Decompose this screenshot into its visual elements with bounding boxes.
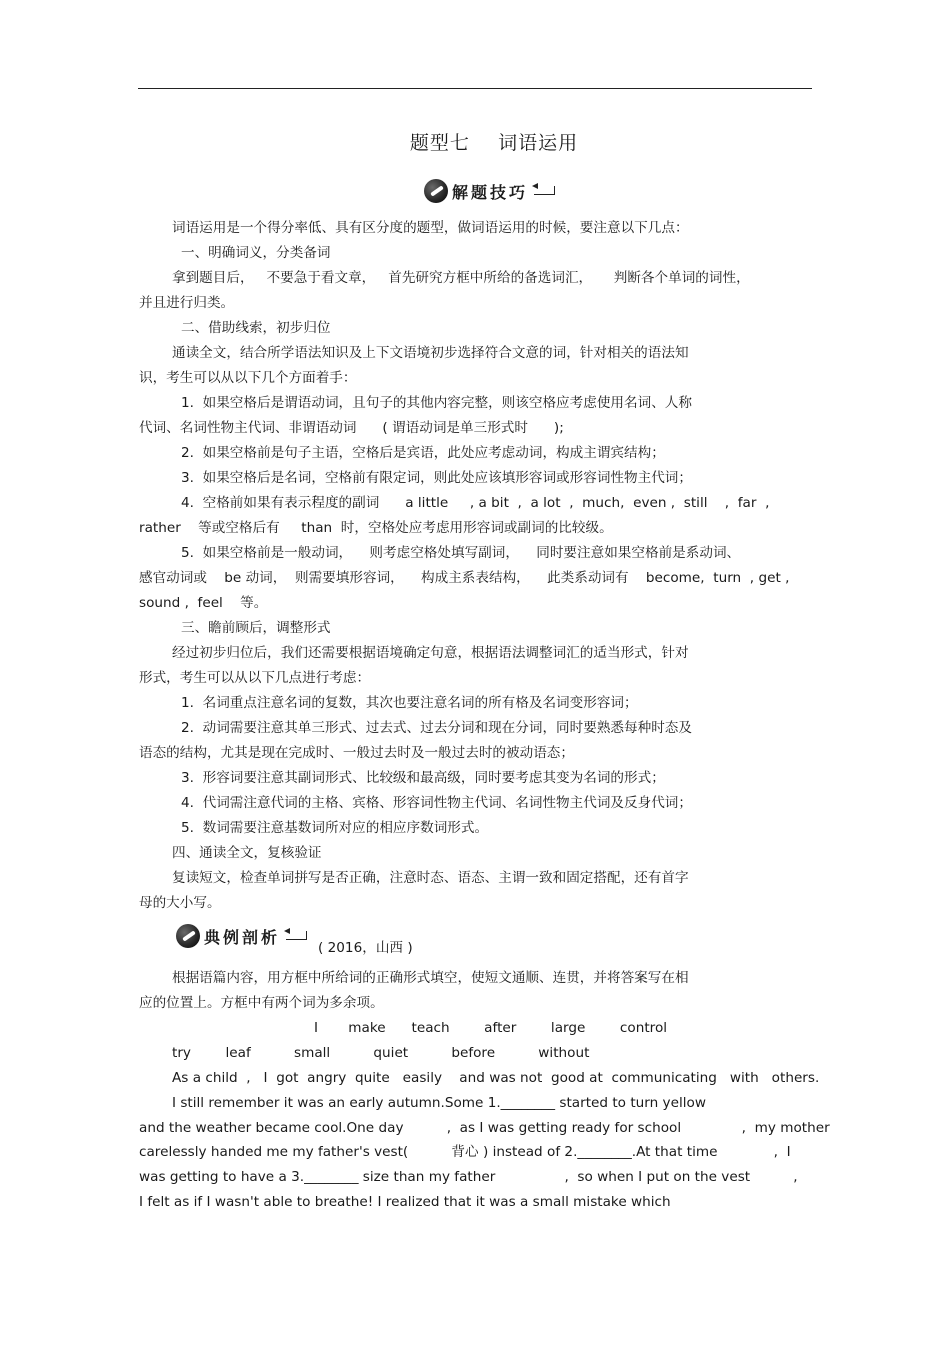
section-heading: 四、通读全文，复核验证	[172, 845, 322, 861]
text-line: 2. 如果空格前是句子主语，空格后是宾语，此处应考虑动词，构成主谓宾结构；	[181, 445, 665, 461]
text-line: 4. 代词需注意代词的主格、宾格、形容词性物主代词、名词性物主代词及反身代词；	[181, 795, 692, 811]
example-source: ( 2016，山西 )	[318, 940, 413, 956]
text-line: 2. 动词需要注意其单三形式、过去式、过去分词和现在分词，同时要熟悉每种时态及	[181, 720, 692, 736]
text-line: 感官动词或 be 动词， 则需要填形容词， 构成主系表结构， 此类系动词有 become, turn , get ,	[139, 570, 790, 586]
passage-line: carelessly handed me my father's vest( 背心 ) instead of 2.________.At that time , I	[139, 1144, 791, 1160]
text-line: 3. 形容词要注意其副词形式、比较级和最高级，同时要考虑其变为名词的形式；	[181, 770, 665, 786]
badge-label: 解题技巧	[452, 182, 529, 202]
text-line: sound , feel 等。	[139, 595, 268, 611]
text-line: 词语运用是一个得分率低、具有区分度的题型，做词语运用的时候，要注意以下几点：	[172, 220, 689, 236]
text-line: 1. 如果空格后是谓语动词，且句子的其他内容完整，则该空格应考虑使用名词、人称	[181, 395, 692, 411]
text-line: 1. 名词重点注意名词的复数，其次也要注意名词的所有格及名词变形容词；	[181, 695, 638, 711]
text-line: 并且进行归类。	[139, 295, 235, 311]
word-bank-row: try leaf small quiet before without	[172, 1045, 590, 1061]
text-line: 经过初步归位后，我们还需要根据语境确定句意，根据语法调整词汇的适当形式，针对	[172, 645, 689, 661]
text-line: 3. 如果空格后是名词，空格前有限定词，则此处应该填形容词或形容词性物主代词；	[181, 470, 692, 486]
text-line: 形式，考生可以从以下几点进行考虑：	[139, 670, 371, 686]
text-line: 拿到题目后， 不要急于看文章， 首先研究方框中所给的备选词汇， 判断各个单词的词性，	[172, 270, 750, 286]
section-heading: 二、借助线索，初步归位	[181, 320, 331, 336]
text-line: 5. 数词需要注意基数词所对应的相应序数词形式。	[181, 820, 489, 836]
text-line: 根据语篇内容，用方框中所给词的正确形式填空，使短文通顺、连贯，并将答案写在相	[172, 970, 689, 986]
passage-line: I felt as if I wasn't able to breathe! I realized that it was a small mistake which	[139, 1194, 671, 1210]
passage-line: was getting to have a 3.________ size than my father , so when I put on the vest ,	[139, 1169, 798, 1185]
text-line: 通读全文，结合所学语法知识及上下文语境初步选择符合文意的词，针对相关的语法知	[172, 345, 689, 361]
badge-ball-icon	[424, 179, 448, 203]
text-line: 识，考生可以从以下几个方面着手：	[139, 370, 357, 386]
text-line: 应的位置上。方框中有两个词为多余项。	[139, 995, 384, 1011]
section-heading: 一、明确词义，分类备词	[181, 245, 331, 261]
text-line: 复读短文，检查单词拼写是否正确，注意时态、语态、主谓一致和固定搭配，还有首字	[172, 870, 689, 886]
text-line: 5. 如果空格前是一般动词， 则考虑空格处填写副词， 同时要注意如果空格前是系动词、	[181, 545, 741, 561]
word-bank-row: I make teach after large control	[314, 1020, 668, 1036]
text-line: rather 等或空格后有 than 时，空格处应考虑用形容词或副词的比较级。	[139, 520, 613, 536]
return-arrow-icon	[284, 929, 310, 943]
section-heading: 三、瞻前顾后，调整形式	[181, 620, 331, 636]
return-arrow-icon	[532, 184, 558, 198]
passage-line: and the weather became cool.One day , as I was getting ready for school , my mother	[139, 1120, 830, 1136]
text-line: 4. 空格前如果有表示程度的副词 a little , a bit , a lot , much, even , still , far ,	[181, 495, 770, 511]
badge-ball-icon	[176, 924, 200, 948]
page-title: 题型七 词语运用	[409, 132, 579, 154]
text-line: 代词、名词性物主代词、非谓语动词 ( 谓语动词是单三形式时 );	[139, 420, 564, 436]
text-line: 语态的结构，尤其是现在完成时、一般过去时及一般过去时的被动语态；	[139, 745, 574, 761]
header-rule	[138, 88, 812, 89]
badge-label: 典例剖析	[204, 927, 281, 947]
passage-line: I still remember it was an early autumn.Some 1.________ started to turn yellow	[172, 1095, 706, 1111]
passage-line: As a child , I got angry quite easily and was not good at communicating with others.	[172, 1070, 820, 1086]
section-badge-example	[176, 924, 310, 948]
text-line: 母的大小写。	[139, 895, 221, 911]
section-badge-tips	[424, 179, 558, 203]
